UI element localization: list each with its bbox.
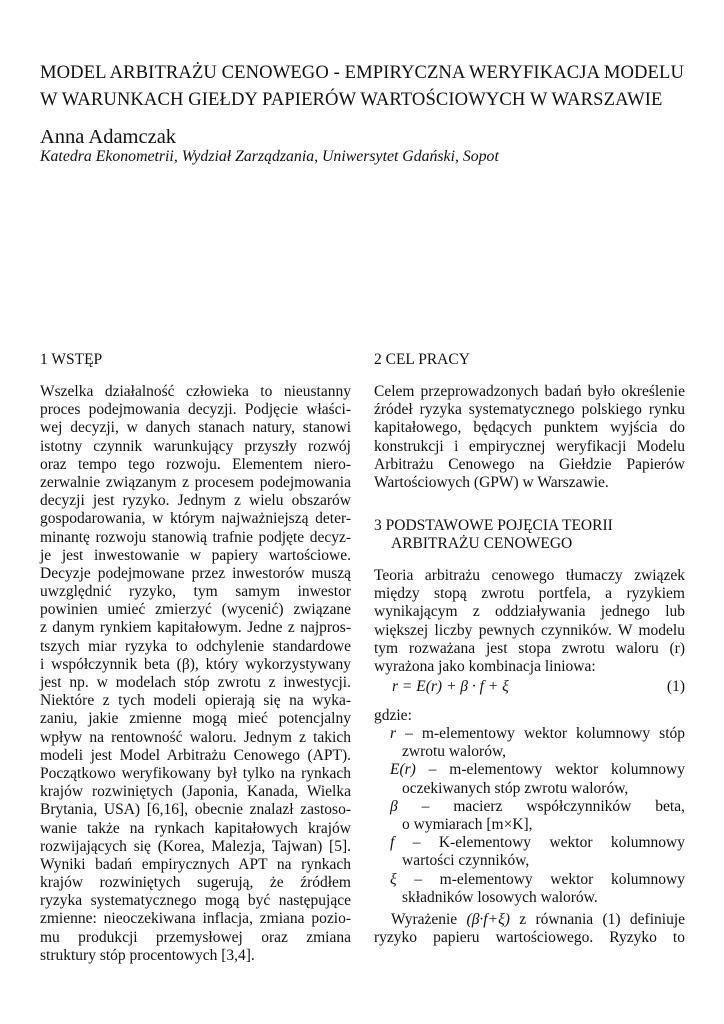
definition-text: – macierz współczynników beta,	[421, 797, 685, 815]
paper-title-line-1: MODEL ARBITRAŻU CENOWEGO - EMPIRYCZNA WERYFIKACJA MODELU	[40, 62, 684, 83]
equation-formula: r = E(r) + β · f + ξ	[392, 678, 509, 695]
text-line: struktury stóp procentowych [3,4].	[40, 946, 255, 964]
text-line: Niektóre z tych modeli opierają się na wyka-	[40, 692, 351, 710]
definition-text: – m-elementowy wektor kolumnowy	[414, 870, 685, 888]
text-line: istotny czynnik warunkujący przyszły rozwój	[40, 437, 351, 455]
closing-prefix: Wyrażenie	[391, 911, 458, 928]
text-line: krajów rozwiniętych (Japonia, Kanada, Wielka	[40, 783, 351, 801]
text-line: gospodarowania, w którym najważniejszą deter-	[40, 510, 351, 528]
text-line: krajów rozwiniętych sugerują, że źródłem	[40, 874, 351, 892]
text-line: jest np. w modelach stóp zwrotu z inwestycji.	[40, 674, 351, 691]
text-line: większej liczby pewnych czynników. W modelu	[374, 621, 685, 639]
text-line: wynikającym z oddziaływania jednego lub	[374, 603, 685, 621]
text-line: minantę rozwoju stanowią trafnie podjęte decyz-	[40, 528, 351, 546]
definition-continuation: oczekiwanych stóp zwrotu walorów,	[402, 779, 629, 797]
definition-continuation: o wymiarach [m×K],	[402, 815, 533, 833]
text-line: źródeł ryzyka systematycznego polskiego rynku	[374, 401, 685, 419]
text-line: ryzyka systematycznego mogą być następujące	[40, 892, 351, 910]
text-line: decyzji jest ryzyko. Jednym z wielu obszarów	[40, 492, 351, 510]
paper-title-line-2: W WARUNKACH GIEŁDY PAPIERÓW WARTOŚCIOWYCH W WARSZAWIE	[40, 89, 663, 110]
definition-continuation: składników losowych walorów.	[402, 888, 598, 906]
definition-item	[390, 725, 685, 743]
where-label: gdzie:	[374, 707, 412, 724]
text-line: Początkowo weryfikowany był tylko na rynkach	[40, 764, 351, 782]
text-line: wanie także na rynkach kapitałowych krajów	[40, 819, 351, 837]
text-line: wyrażona jako kombinacja liniowa:	[374, 657, 596, 675]
text-line: tym rozważana jest stopa zwrotu waloru (r)	[374, 639, 685, 657]
section-3-body	[374, 567, 685, 676]
text-line: wej decyzji, w danych stanach natury, stanowi	[40, 419, 351, 437]
text-line: zmienne: nieoczekiwana inflacja, zmiana pozio-	[40, 910, 351, 928]
text-line: konstrukcji i empirycznej weryfikacji Modelu	[374, 437, 685, 455]
text-line: uwzględnić ryzyko, tym samym inwestor	[40, 583, 351, 601]
definition-symbol: f	[390, 834, 395, 852]
text-line: rozwijających się (Korea, Malezja, Tajwan) [5].	[40, 837, 351, 855]
definition-continuation: wartości czynników,	[402, 852, 530, 870]
equation-1	[392, 678, 685, 696]
section-3-heading-line-1: 3 PODSTAWOWE POJĘCIA TEORII	[374, 517, 613, 534]
text-line: Brytania, USA) [6,16], obecnie znalazł zastoso-	[40, 801, 351, 819]
text-line: Decyzje podejmowane przez inwestorów muszą	[40, 564, 351, 582]
text-line: Wyniki badań empirycznych APT na rynkach	[40, 855, 351, 873]
definitions-list	[390, 725, 685, 907]
definition-text: – m-elementowy wektor kolumnowy stóp	[405, 725, 686, 742]
definition-text: – m-elementowy wektor kolumnowy	[428, 761, 685, 779]
author-name: Anna Adamczak	[40, 126, 177, 148]
text-line: zerwalnie związanym z procesem podejmowania	[40, 473, 351, 491]
text-line: zaniu, jakie zmienne mogą mieć potencjalny	[40, 710, 351, 728]
definition-item	[390, 761, 685, 779]
text-line: z danym rynkiem kapitałowym. Jedne z najpros-	[40, 619, 351, 637]
text-line: modeli jest Model Arbitrażu Cenowego (APT).	[40, 746, 351, 764]
text-line: i współczynnik beta (β), który wykorzystywany	[40, 655, 351, 673]
author-affiliation: Katedra Ekonometrii, Wydział Zarządzania, Uniwersytet Gdański, Sopot	[40, 148, 499, 165]
definition-item	[390, 871, 685, 889]
text-line: je jest inwestowanie w papiery wartościowe.	[40, 546, 351, 564]
closing-expression: (β·f+ξ)	[466, 911, 510, 928]
definition-symbol: β	[390, 797, 398, 815]
text-line: Celem przeprowadzonych badań było określenie	[374, 383, 685, 400]
definition-item	[390, 798, 685, 816]
text-line: Wartościowych (GPW) w Warszawie.	[374, 473, 609, 491]
definition-text: – K-elementowy wektor kolumnowy	[412, 834, 685, 852]
text-line: tszych miar ryzyka to odchylenie standardowe	[40, 637, 351, 655]
definition-symbol: r	[390, 725, 397, 742]
section-1-body	[40, 383, 351, 965]
equation-number: (1)	[666, 678, 685, 695]
definition-continuation: zwrotu walorów,	[402, 743, 507, 761]
closing-line-1	[374, 911, 685, 929]
closing-paragraph	[374, 911, 685, 947]
section-1-heading: 1 WSTĘP	[40, 351, 103, 368]
text-line: wpływ na rentowność waloru. Jednym z takich	[40, 728, 351, 746]
text-line: oraz tempo tego rozwoju. Elementem niero-	[40, 455, 351, 473]
text-line: powinien umieć zmierzyć (wycenić) związane	[40, 601, 351, 619]
text-line: mu produkcji przemysłowej oraz zmiana	[40, 928, 351, 946]
closing-line-2: ryzyko papieru wartościowego. Ryzyko to	[374, 929, 685, 947]
definition-symbol: E(r)	[390, 761, 416, 779]
definition-item	[390, 834, 685, 852]
section-2-heading: 2 CEL PRACY	[374, 351, 470, 368]
text-line: między stopą zwrotu portfela, a ryzykiem	[374, 585, 685, 603]
closing-suffix: z równania (1) definiuje	[519, 911, 686, 928]
section-2-body	[374, 383, 685, 492]
text-line: Teoria arbitrażu cenowego tłumaczy związek	[374, 567, 685, 584]
text-line: kapitałowego, będących punktem wyjścia do	[374, 419, 685, 437]
section-3-heading-line-2: ARBITRAŻU CENOWEGO	[391, 535, 573, 552]
definition-symbol: ξ	[390, 870, 397, 888]
text-line: Wszelka działalność człowieka to nieustanny	[40, 383, 351, 400]
text-line: Arbitrażu Cenowego na Giełdzie Papierów	[374, 455, 685, 473]
text-line: proces podejmowania decyzji. Podjęcie właści-	[40, 401, 351, 419]
